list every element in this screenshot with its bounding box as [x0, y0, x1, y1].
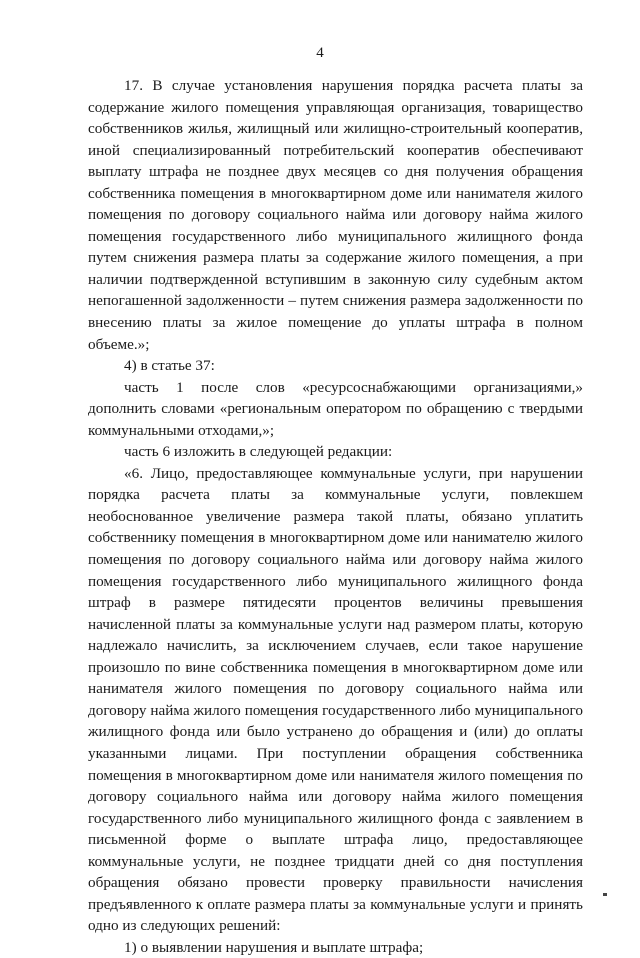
- paragraph-17-penalty-maintenance: 17. В случае установления нарушения порядка расчета платы за содержание жилого помещения управляющая организация, товарищество собственников жилья, жилищный или жилищно-строительный кооператив, иной специализированный потребительский кооператив обеспечивают выплату штрафа не позднее двух месяцев со дня получения обращения собственника помещения в многоквартирном доме или нанимателя жилого помещения по договору социального найма или договору найма жилого помещения государственного либо муниципального жилищного фонда путем снижения размера платы за содержание жилого помещения, а при наличии подтвержденной вступившим в законную силу судебным актом непогашенной задолженности – путем снижения размера задолженности по внесению платы за жилое помещение до уплаты штрафа в полном объеме.»;: [88, 77, 583, 353]
- scan-edge-mark: [603, 893, 607, 896]
- paragraph-article-37-heading: 4) в статье 37:: [124, 357, 215, 375]
- paragraph-decision-1: 1) о выявлении нарушения и выплате штрафа;: [124, 938, 424, 956]
- paragraph-part-6-text: «6. Лицо, предоставляющее коммунальные услуги, при нарушении порядка расчета платы за коммунальные услуги, повлекшем необоснованное увеличение размера такой платы, обязано уплатить собственнику помещения в многоквартирном доме или нанимателю жилого помещения по договору социального найма или договору найма жилого помещения государственного либо муниципального жилищного фонда штраф в размере пятидесяти процентов величины превышения начисленной платы за коммунальные услуги над размером платы, которую надлежало начислить, за исключением случаев, если такое нарушение произошло по вине собственника помещения в многоквартирном доме или нанимателя жилого помещения по договору социального найма или договору найма жилого помещения государственного либо муниципального жилищного фонда или было устранено до обращения и (или) до оплаты указанными лицами. При поступлении обращения собственника помещения в многоквартирном доме или нанимателя жилого помещения по договору социального найма или договору найма жилого помещения государственного либо муниципального жилищного фонда с заявлением в письменной форме о выплате штрафа лицо, предоставляющее коммунальные услуги, не позднее тридцати дней со дня поступления обращения обязано провести проверку правильности начисления предъявленного к оплате размера платы за коммунальные услуги и принять одно из следующих решений:: [88, 464, 583, 935]
- page-number: 4: [316, 45, 324, 61]
- document-body: [88, 75, 583, 958]
- paragraph-part-1-amendment: часть 1 после слов «ресурсоснабжающими организациями,» дополнить словами «региональным оператором по обращению с твердыми коммунальными отходами,»;: [88, 378, 583, 439]
- paragraph-part-6-intro: часть 6 изложить в следующей редакции:: [124, 443, 393, 461]
